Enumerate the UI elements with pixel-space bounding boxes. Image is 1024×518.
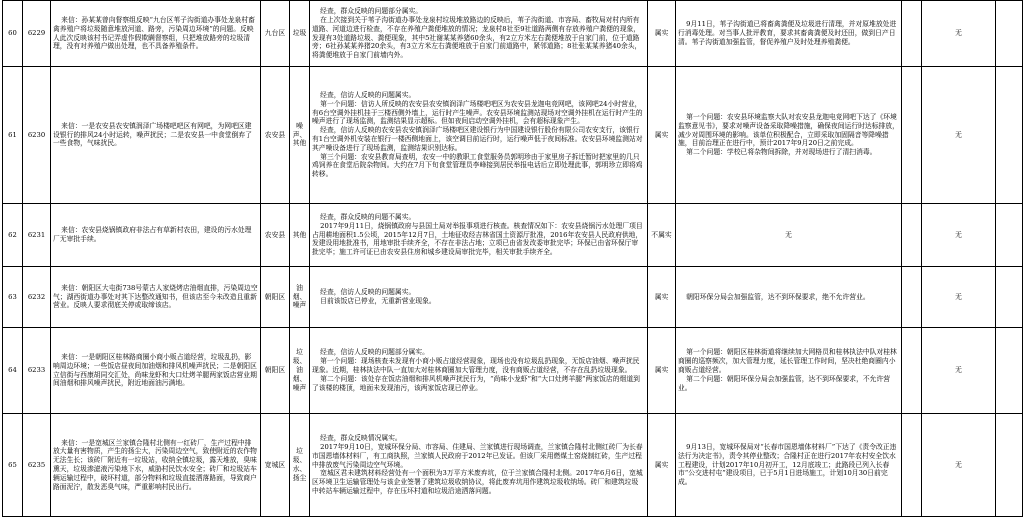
findings-cell — [310, 328, 648, 414]
case-code: 6229 — [23, 1, 51, 67]
table-row — [3, 414, 1023, 517]
finding-line: 经查，群众反映的问题不属实。 — [320, 212, 416, 221]
actions-cell — [676, 1, 902, 67]
finding-line: 第三个问题：农安县教育局查明，农安一中的教职工食堂服务员郭明珍由于家里房子拆迁暂时把家里的几只鸡饲养在食堂后院杂物间。大约在7月下旬食堂管理员李峰接到居民举报电话后立即处理此事，郭明珍立即将鸡转移。 — [312, 152, 643, 179]
finding-line: 经查，群众反映情况属实。 — [320, 434, 402, 443]
case-code: 6233 — [23, 328, 51, 414]
blank-cell — [996, 267, 1023, 328]
row-number: 62 — [3, 204, 23, 267]
action-line: 第二个问题：朝阳环保分局会加强监管，达不到环保要求，不允许营业。 — [678, 374, 891, 392]
complaint-cell — [51, 67, 261, 204]
complaint-cell — [51, 204, 261, 267]
action-line: 朝阳环保分局会加强监管，达不到环保要求，绝不允许营业。 — [686, 292, 870, 301]
blank-cell — [902, 1, 922, 67]
verdict-cell: 属实 — [648, 267, 676, 328]
actions-cell — [676, 204, 902, 267]
type-cell: 其他 — [290, 204, 310, 267]
district-cell: 朝阳区 — [261, 328, 290, 414]
table-row — [3, 204, 1023, 267]
complaint-cell — [51, 414, 261, 517]
action-line: 第一个问题：朝阳区桂林街道将继续加大网格员和桂林执法中队对桂林商圈的巡察频次，加大管理力度，延长管理工作时间，坚决杜绝商圈内小商贩占道经营。 — [678, 348, 897, 375]
findings-cell — [310, 414, 648, 517]
finding-line: 2017年9月10日，宽城环保分局、市容局、住建局、兰家镇进行现场调查，兰家镇合隆村北侧红砖厂为长春市国恩墙体材料厂，有工商执照，兰家镇人民政府于2012年已发证。但该厂采用燃煤土窑烧制红砖，生产过程中排放废气污染周边空气环境。 — [312, 442, 643, 469]
action-line: 9月13日，宽城环保局对“长春市国恩墙体材料厂”下达了《责令改正违法行为决定书》，责令其停业整改；合隆村正在进行2017年农村安全饮水工程建设，计划2017年10月初开工，12月底竣工；此路段已列入长春市“公交进村屯”建设项目，已于5月1日进场施工，计划10月30日前完成。 — [678, 442, 897, 487]
case-code: 6235 — [23, 414, 51, 517]
verdict-cell: 属实 — [648, 328, 676, 414]
finding-line: 在上次接到关于苇子沟街道办事处龙泉村垃圾堆放路边的反映后，苇子沟街道、市容局、畜牧局对村内所有道路、河道边进行检查，不存在养殖户粪便堆放的情况；龙泉村8社至9社道路两侧有存放养殖户粪便的现象，发现有3处道路垃圾、粪便现象，其中5社谢某某养猪60余头，有2立方米左右粪便堆放于自家门前，位于道路旁；6社孙某某养猪20余头，有3立方米左右粪便堆放于自家门前道路中，紧邻道路；8社张某某养猪40余头，将粪便堆放于自家门前墙内外。 — [312, 15, 642, 60]
accountability-cell: 无 — [922, 1, 996, 67]
finding-line: 经查，信访人反映的问题属实。 — [320, 288, 416, 297]
complaint-cell — [51, 1, 261, 67]
type-cell: 垃圾、油烟、噪声 — [290, 328, 310, 414]
table-row — [3, 328, 1023, 414]
case-code: 6230 — [23, 67, 51, 204]
blank-cell — [902, 267, 922, 328]
blank-cell — [902, 328, 922, 414]
type-cell: 油烟、噪声 — [290, 267, 310, 328]
verdict-cell: 属实 — [648, 414, 676, 517]
finding-line: 经查，信访人反映的问题属实。 — [320, 90, 416, 99]
blank-cell — [996, 328, 1023, 414]
findings-cell — [310, 1, 648, 67]
accountability-cell: 无 — [922, 267, 996, 328]
action-line: 第二个问题：学校已将杂物间拆除，并对现场进行了清扫消毒。 — [686, 148, 877, 157]
finding-line: 2017年9月11日，烧锅镇政府与县国土局对举报事项进行核查。核查情况如下：农安县烧锅污水处理厂项目占用耕地面积1.5公顷，2015年12月7日，土地征收经吉林省国土资源厅批准，2016年农安县人民政府供地，发建设用地批准书，用地审批手续齐全，不存在非法占地；立项已由省发改委审批完毕；环保已由省环保厅审批完毕；施工许可证已由农安县住房和城乡建设局审批完毕，相关审批手续齐全。 — [312, 221, 643, 257]
case-code: 6231 — [23, 204, 51, 267]
row-number: 63 — [3, 267, 23, 328]
actions-cell — [676, 414, 902, 517]
district-cell: 朝阳区 — [261, 267, 290, 328]
district-cell: 农安县 — [261, 67, 290, 204]
table-row — [3, 267, 1023, 328]
actions-cell — [676, 267, 902, 328]
accountability-cell: 无 — [922, 204, 996, 267]
blank-cell — [996, 204, 1023, 267]
verdict-cell: 不属实 — [648, 204, 676, 267]
complaint-cell — [51, 328, 261, 414]
blank-cell — [996, 1, 1023, 67]
district-cell: 农安县 — [261, 204, 290, 267]
row-number: 65 — [3, 414, 23, 517]
finding-line: 目前该饭店已停业，无重新营业现象。 — [320, 297, 436, 305]
table-row — [3, 1, 1023, 67]
row-number: 61 — [3, 67, 23, 204]
type-cell: 噪声、其他 — [290, 67, 310, 204]
row-number: 60 — [3, 1, 23, 67]
table-body — [3, 1, 1023, 517]
finding-line: 经查，信访人反映的问题部分属实。 — [320, 348, 429, 357]
complaint-text: 来信：孙某某曾向督察组反映“九台区苇子沟街道办事处龙泉村畜禽养殖户将垃圾随意堆放河道、路旁，污染周边环境”的问题。反映人此次反映该村书记弄虚作假欺瞒督察组，只把堆放路旁的垃圾清理，没有对养殖户做出处理，也不具备养殖条件。 — [53, 15, 255, 51]
findings-cell — [310, 67, 648, 204]
complaint-text: 来信：一是农安县农安镇润泽广场楼吧吧区有网吧，为网吧区建设银行的排风24小时运转，噪声扰民；二是农安县一中食堂倒弃了一些食物，气味扰民。 — [53, 121, 252, 148]
accountability-cell: 无 — [922, 328, 996, 414]
finding-line: 第二个问题：该处存在饭店油烟和排风机噪声扰民行为，“尚味小龙虾”和“大口灶烤羊腿”两家饭店的烟道到了该楼的楼顶，地面未发现油污，该两家饭店现已停业。 — [312, 374, 640, 392]
district-cell: 九台区 — [261, 1, 290, 67]
complaint-table — [2, 0, 1023, 517]
row-number: 64 — [3, 328, 23, 414]
table-row — [3, 67, 1023, 204]
actions-cell — [676, 67, 902, 204]
complaint-text: 来信：农安县烧锅镇政府非法占有草新村农田，建设的污水处理厂无审批手续。 — [53, 226, 252, 243]
blank-cell — [902, 204, 922, 267]
type-cell: 垃圾 — [290, 1, 310, 67]
findings-cell — [310, 204, 648, 267]
finding-line: 经查，信访人反映的农安县农安镇润泽广场楼吧区建设银行为中国建设银行股份有限公司农安支行，该银行有1台空调外机安装在银行一楼西侧地面上，该空调目前运行时，运行噪声低于夜间标准。农安县环境监测站对其产噪设备进行了现场监测，监测结果识别达标。 — [312, 126, 643, 152]
actions-cell — [676, 328, 902, 414]
accountability-cell: 无 — [922, 67, 996, 204]
finding-line: 宽城区君未建筑材料经营处有一个面积为3万平方米废弃坑，位于兰家镇合隆村北侧。2017年6月6日，宽城区环境卫生运输管理处与该企业签署了建筑垃圾收纳协议，将此废弃坑用作建筑垃圾收纳场。砖厂和建筑垃圾中转站车辆运输过程中，存在压坏村道和垃圾沿途洒落问题。 — [312, 469, 643, 496]
blank-cell — [902, 67, 922, 204]
finding-line: 经查，群众反映的问题部分属实。 — [320, 7, 423, 16]
findings-cell — [310, 267, 648, 328]
complaint-text: 来信：一是宽城区兰家镇合隆村北侧有一红砖厂，生产过程中排放大量有害物质，产生的扬尘大，污染周边空气，致使附近的农作物无法生长；该砖厂附近有一垃圾站，收纳全镇垃圾，露天堆放，臭味熏天，垃圾渗滤液污染地下水，威胁村民饮水安全；砖厂和垃圾站车辆运输过程中，破坏村道，部分物料和垃圾直接洒落路面，导致商户路面泥泞，散发恶臭气味，严重影响村民出行。 — [53, 438, 257, 491]
blank-cell — [902, 414, 922, 517]
blank-cell — [996, 414, 1023, 517]
case-code: 6232 — [23, 267, 51, 328]
action-line: 9月11日，苇子沟街道已将畜禽粪便及垃圾进行清理，并对原堆放处进行消毒处理。对当事人批评教育，要求其畜禽粪便及时还田，做到日产日清。苇子沟街道加强监管，督促养殖户及时处理养殖粪便。 — [678, 20, 897, 46]
action-line: 无 — [785, 230, 792, 239]
finding-line: 第一个问题：信访人所反映的农安县农安镇润泽广场楼吧吧区为农安县龙迦电竞网吧，该网吧24小时营业，有6台空调外挂机挂于三楼西侧外墙上，运行时产生噪声。农安县环境监测站现场对空调外挂机在运行时产生的噪声进行了现场监测，监测结果显示超标。但如夜间启动空调外挂机，会有超标现象产生。 — [312, 99, 643, 126]
complaint-text: 来信：朝阳区大屯街738号蒙古人家烧烤店油烟直排，污染周边空气；湖西街道办事处对其下达整改通知书，但该店至今未改造且重新营业。反映人要求彻底关停或取缔该店。 — [53, 283, 258, 310]
type-cell: 垃圾、水、扬尘 — [290, 414, 310, 517]
action-line: 第一个问题：农安县环境监察大队对农安县龙迦电竞网吧下达了《环境监察意见书》，要求对噪声设备采取降噪措施，确保夜间运行时达标排放，减少对周围环境的影响。该单位积极配合，立即采取加固隔音等降噪措施，目前治理正在进行中，预计2017年9月20日之前完成。 — [678, 112, 899, 148]
accountability-cell: 无 — [922, 414, 996, 517]
blank-cell — [996, 67, 1023, 204]
complaint-text: 来信：一是朝阳区桂林路商圈小商小贩占道经营，垃圾乱扔，影响周边环境；一些饭店昼夜间加油烟和排风机噪声扰民；二是朝阳区立信街与西康胡同交汇处，尚味龙虾和大口灶烤羊腿两家饭店营业期间油烟和排风噪声扰民，附近地面油污满地。 — [53, 352, 257, 388]
verdict-cell: 属实 — [648, 1, 676, 67]
verdict-cell: 属实 — [648, 67, 676, 204]
district-cell: 宽城区 — [261, 414, 290, 517]
complaint-cell — [51, 267, 261, 328]
finding-line: 第一个问题：现场核查未发现有小商小贩占道经营现象，现场也没有垃圾乱扔现象，无饭店油烟、噪声扰民现象。近期，桂林执法中队一直加大对桂林商圈加大管理力度，没有商贩占道经营，不存在乱扔垃圾现象。 — [312, 357, 640, 375]
